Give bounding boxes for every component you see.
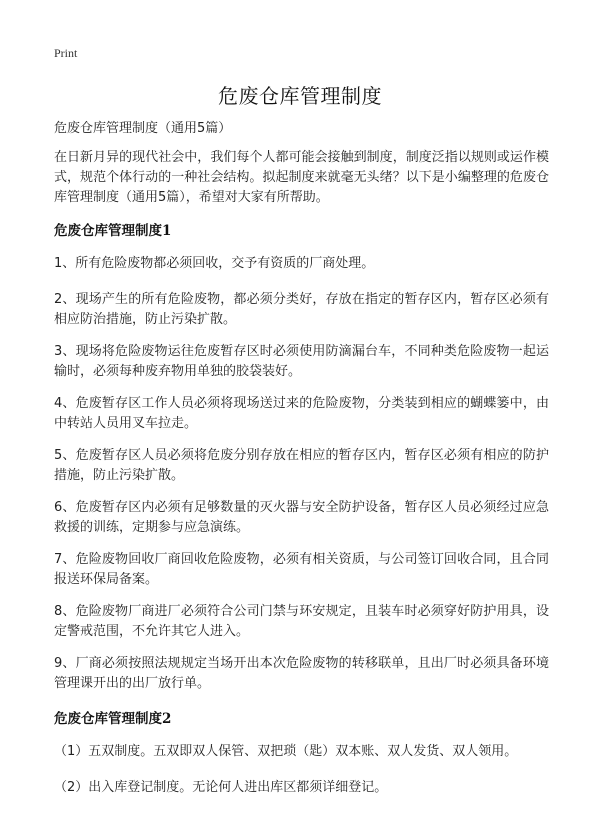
list-item: 8、危险废物厂商进厂必须符合公司门禁与环安规定，且装车时必须穿好防护用具，设定警戒范围，不允许其它人进入。 — [54, 604, 549, 639]
list-item: 1、所有危险废物都必须回收，交予有资质的厂商处理。 — [54, 256, 375, 271]
list-item: 9、厂商必须按照法规规定当场开出本次危险废物的转移联单，且出厂时必须具备环境管理课开出的出厂放行单。 — [54, 656, 549, 691]
list-item: 5、危废暂存区人员必须将危废分别存放在相应的暂存区内，暂存区必须有相应的防护措施，防止污染扩散。 — [54, 448, 549, 483]
document-body — [54, 120, 549, 814]
list-item: （1）五双制度。五双即双人保管、双把琐（匙）双本账、双人发货、双人领用。 — [54, 744, 518, 759]
list-item: 4、危废暂存区工作人员必须将现场送过来的危险废物，分类装到相应的蝴蝶篓中，由中转站人员用叉车拉走。 — [54, 396, 549, 431]
intro-paragraph: 在日新月异的现代社会中，我们每个人都可能会接触到制度，制度泛指以规则或运作模式，规范个体行动的一种社会结构。拟起制度来就毫无头绪？以下是小编整理的危废仓库管理制度（通用5篇），希望对大家有所帮助。 — [54, 150, 549, 205]
list-item: 7、危险废物回收厂商回收危险废物，必须有相关资质，与公司签订回收合同，且合同报送环保局备案。 — [54, 552, 549, 587]
list-item: （2）出入库登记制度。无论何人进出库区都须详细登记。 — [54, 780, 388, 795]
list-item: 3、现场将危险废物运往危废暂存区时必须使用防滴漏台车，不同种类危险废物一起运输时，必须每种废弃物用单独的胶袋装好。 — [54, 344, 549, 379]
section-1-heading: 危废仓库管理制度1 — [54, 223, 172, 239]
document-title: 危废仓库管理制度 — [218, 84, 382, 108]
list-item: 6、危废暂存区内必须有足够数量的灭火器与安全防护设备，暂存区人员必须经过应急救援的训练，定期参与应急演练。 — [54, 500, 549, 535]
section-1 — [54, 222, 549, 694]
print-link[interactable]: Print — [54, 46, 78, 60]
document-subtitle: 危废仓库管理制度（通用5篇） — [54, 121, 232, 136]
section-2 — [54, 710, 549, 798]
section-2-heading: 危废仓库管理制度2 — [54, 711, 172, 727]
list-item: 2、现场产生的所有危险废物，都必须分类好，存放在指定的暂存区内，暂存区必须有相应防治措施，防止污染扩散。 — [54, 292, 549, 327]
